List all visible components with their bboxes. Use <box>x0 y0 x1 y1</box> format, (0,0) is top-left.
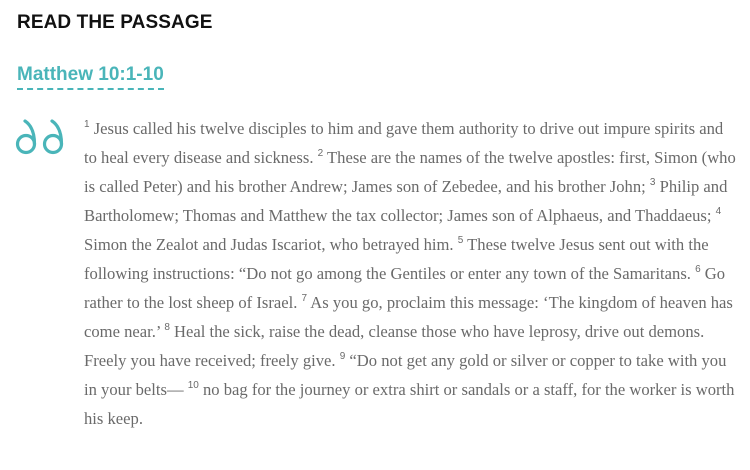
verse-text: no bag for the journey or extra shirt or sandals or a staff, for the worker is worth his keep. <box>84 380 735 428</box>
verse-number: 6 <box>695 264 701 275</box>
verse-number: 7 <box>301 293 308 304</box>
verse-text: These are the names of the twelve apostles: first, Simon (who is called Peter) and his brother Andrew; James son of Zebedee, and his brother John; <box>84 148 736 196</box>
verse-text: Philip and Bartholomew; Thomas and Matthew the tax collector; James son of Alphaeus, and Thaddaeus; <box>84 177 728 225</box>
verse-number: 1 <box>84 119 90 130</box>
verse-number: 10 <box>187 380 199 391</box>
verse-text: Simon the Zealot and Judas Iscariot, who betrayed him. <box>84 235 458 254</box>
verse-text: These twelve Jesus sent out with the following instructions: “Do not go among the Gentiles or enter any town of the Samaritans. <box>84 235 709 283</box>
passage-text <box>84 116 736 432</box>
quote-marks-icon <box>15 114 71 162</box>
verse-number: 4 <box>715 206 722 217</box>
verse-number: 3 <box>649 177 656 188</box>
verse-text: As you go, proclaim this message: ‘The kingdom of heaven has come near.’ <box>84 293 733 341</box>
verse-text: Go rather to the lost sheep of Israel. <box>84 264 726 312</box>
verse-number: 5 <box>457 235 464 246</box>
verse-text: Heal the sick, raise the dead, cleanse those who have leprosy, drive out demons. Freely you have received; freely give. <box>84 322 705 370</box>
verse-text: “Do not get any gold or silver or copper to take with you in your belts— <box>84 351 727 399</box>
verse-number: 8 <box>164 322 170 333</box>
verse-number: 2 <box>317 148 324 159</box>
section-heading: READ THE PASSAGE <box>17 12 213 33</box>
verse-number: 9 <box>339 351 346 362</box>
passage-reference-link[interactable]: Matthew 10:1-10 <box>17 64 164 90</box>
verse-text: Jesus called his twelve disciples to him and gave them authority to drive out impure spirits and to heal every disease and sickness. <box>84 119 724 167</box>
